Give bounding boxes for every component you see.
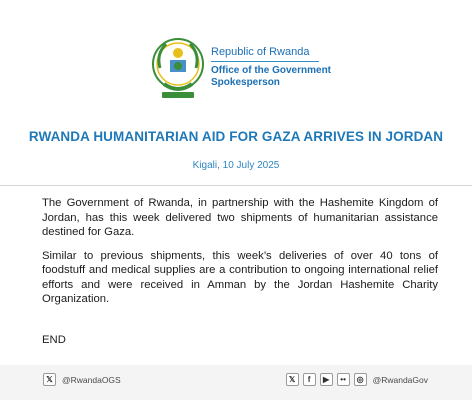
press-release-body [42,196,438,316]
paragraph: The Government of Rwanda, in partnership with the Hashemite Kingdom of Jordan, has this week delivered two shipments of humanitarian assistance destined for Gaza. [42,197,438,238]
org-country: Republic of Rwanda [211,46,319,62]
end-marker: END [42,334,66,346]
org-office: Office of the Government [211,65,332,76]
org-office-role: Spokesperson [211,77,280,88]
youtube-icon[interactable]: ▶ [320,373,333,386]
instagram-icon[interactable]: ◎ [354,373,367,386]
press-release-title: RWANDA HUMANITARIAN AID FOR GAZA ARRIVES IN JORDAN [28,129,444,144]
social-left [43,373,121,386]
divider [0,185,472,186]
x-icon[interactable]: 𝕏 [286,373,299,386]
paragraph: Similar to previous shipments, this week’s deliveries of over 40 tons of foodstuff and medical supplies are a contribution to ongoing international relief efforts and were received in Amman by the Jordan Hashemite Charity Organization. [42,249,438,305]
press-release-date: Kigali, 10 July 2025 [192,160,280,171]
social-right [286,373,428,386]
facebook-icon[interactable]: f [303,373,316,386]
social-handle-ogs[interactable]: @RwandaOGS [62,374,121,385]
x-icon[interactable]: 𝕏 [43,373,56,386]
flickr-icon[interactable]: •• [337,373,350,386]
social-handle-gov[interactable]: @RwandaGov [372,374,428,385]
organization-name [211,46,341,89]
letterhead [0,0,472,108]
rwanda-seal-icon [150,34,206,104]
